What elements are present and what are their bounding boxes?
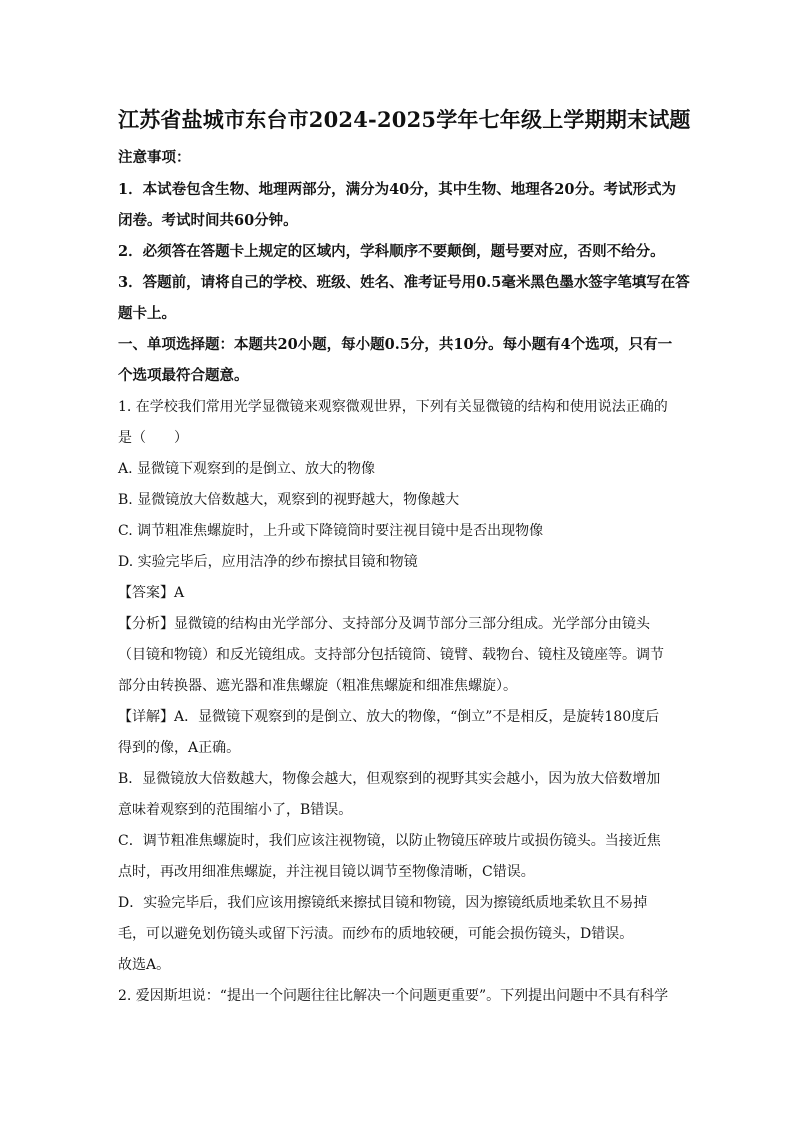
- analysis-line-3: 部分由转换器、遮光器和准焦螺旋（粗准焦螺旋和细准焦螺旋）。: [118, 678, 517, 694]
- explanation-b-line-2: 意味着观察到的范围缩小了，B错误。: [118, 802, 353, 818]
- explanation-c-line-2: 点时，再改用细准焦螺旋，并注视目镜以调节至物像清晰，C错误。: [118, 864, 535, 880]
- conclusion-line: 故选A。: [118, 957, 171, 973]
- question-1-option-a: A. 显微镜下观察到的是倒立、放大的物像: [118, 461, 376, 477]
- notice-item-1-line-2: 闭卷。考试时间共60分钟。: [118, 212, 298, 229]
- question-1-stem-line-1: 1. 在学校我们常用光学显微镜来观察微观世界，下列有关显微镜的结构和使用说法正确的: [118, 399, 668, 415]
- explanation-a-line-2: 得到的像，A正确。: [118, 740, 241, 756]
- explanation-d-line-2: 毛，可以避免划伤镜头或留下污渍。而纱布的质地较硬，可能会损伤镜头，D错误。: [118, 926, 634, 942]
- question-1-stem-line-2: 是（ ）: [118, 430, 188, 446]
- notice-item-1-line-1: 1．本试卷包含生物、地理两部分，满分为40分，其中生物、地理各20分。考试形式为: [118, 181, 676, 198]
- explanation-c-line-1: C．调节粗准焦螺旋时，我们应该注视物镜，以防止物镜压碎玻片或损伤镜头。当接近焦: [118, 833, 661, 849]
- exam-title: 江苏省盐城市东台市2024-2025学年七年级上学期期末试题: [118, 107, 691, 132]
- explanation-d-line-1: D．实验完毕后，我们应该用擦镜纸来擦拭目镜和物镜，因为擦镜纸质地柔软且不易掉: [118, 895, 648, 911]
- notice-item-2: 2．必须答在答题卡上规定的区域内，学科顺序不要颠倒，题号要对应，否则不给分。: [118, 243, 665, 260]
- question-1-option-d: D. 实验完毕后，应用洁净的纱布擦拭目镜和物镜: [118, 554, 418, 570]
- question-2-stem-line-1: 2. 爱因斯坦说：“提出一个问题往往比解决一个问题更重要”。下列提出问题中不具有科学: [118, 988, 669, 1004]
- analysis-line-2: （目镜和物镜）和反光镜组成。支持部分包括镜筒、镜臂、载物台、镜柱及镜座等。调节: [118, 647, 664, 663]
- explanation-b-line-1: B．显微镜放大倍数越大，物像会越大，但观察到的视野其实会越小，因为放大倍数增加: [118, 771, 661, 787]
- notice-heading: 注意事项：: [118, 149, 191, 166]
- section-heading-line-1: 一、单项选择题：本题共20小题，每小题0.5分，共10分。每小题有4个选项，只有一: [118, 336, 673, 353]
- notice-item-3-line-1: 3．答题前，请将自己的学校、班级、姓名、准考证号用0.5毫米黑色墨水签字笔填写在答: [118, 274, 690, 291]
- question-1-option-c: C. 调节粗准焦螺旋时，上升或下降镜筒时要注视目镜中是否出现物像: [118, 523, 544, 539]
- question-1-option-b: B. 显微镜放大倍数越大，观察到的视野越大，物像越大: [118, 492, 460, 508]
- notice-item-3-line-2: 题卡上。: [118, 305, 176, 322]
- answer-label: 【答案】A: [118, 585, 185, 601]
- analysis-line-1: 【分析】显微镜的结构由光学部分、支持部分及调节部分三部分组成。光学部分由镜头: [118, 616, 650, 632]
- explanation-a-line-1: 【详解】A．显微镜下观察到的是倒立、放大的物像，“倒立”不是相反，是旋转180度后: [118, 709, 660, 725]
- section-heading-line-2: 个选项最符合题意。: [118, 367, 249, 384]
